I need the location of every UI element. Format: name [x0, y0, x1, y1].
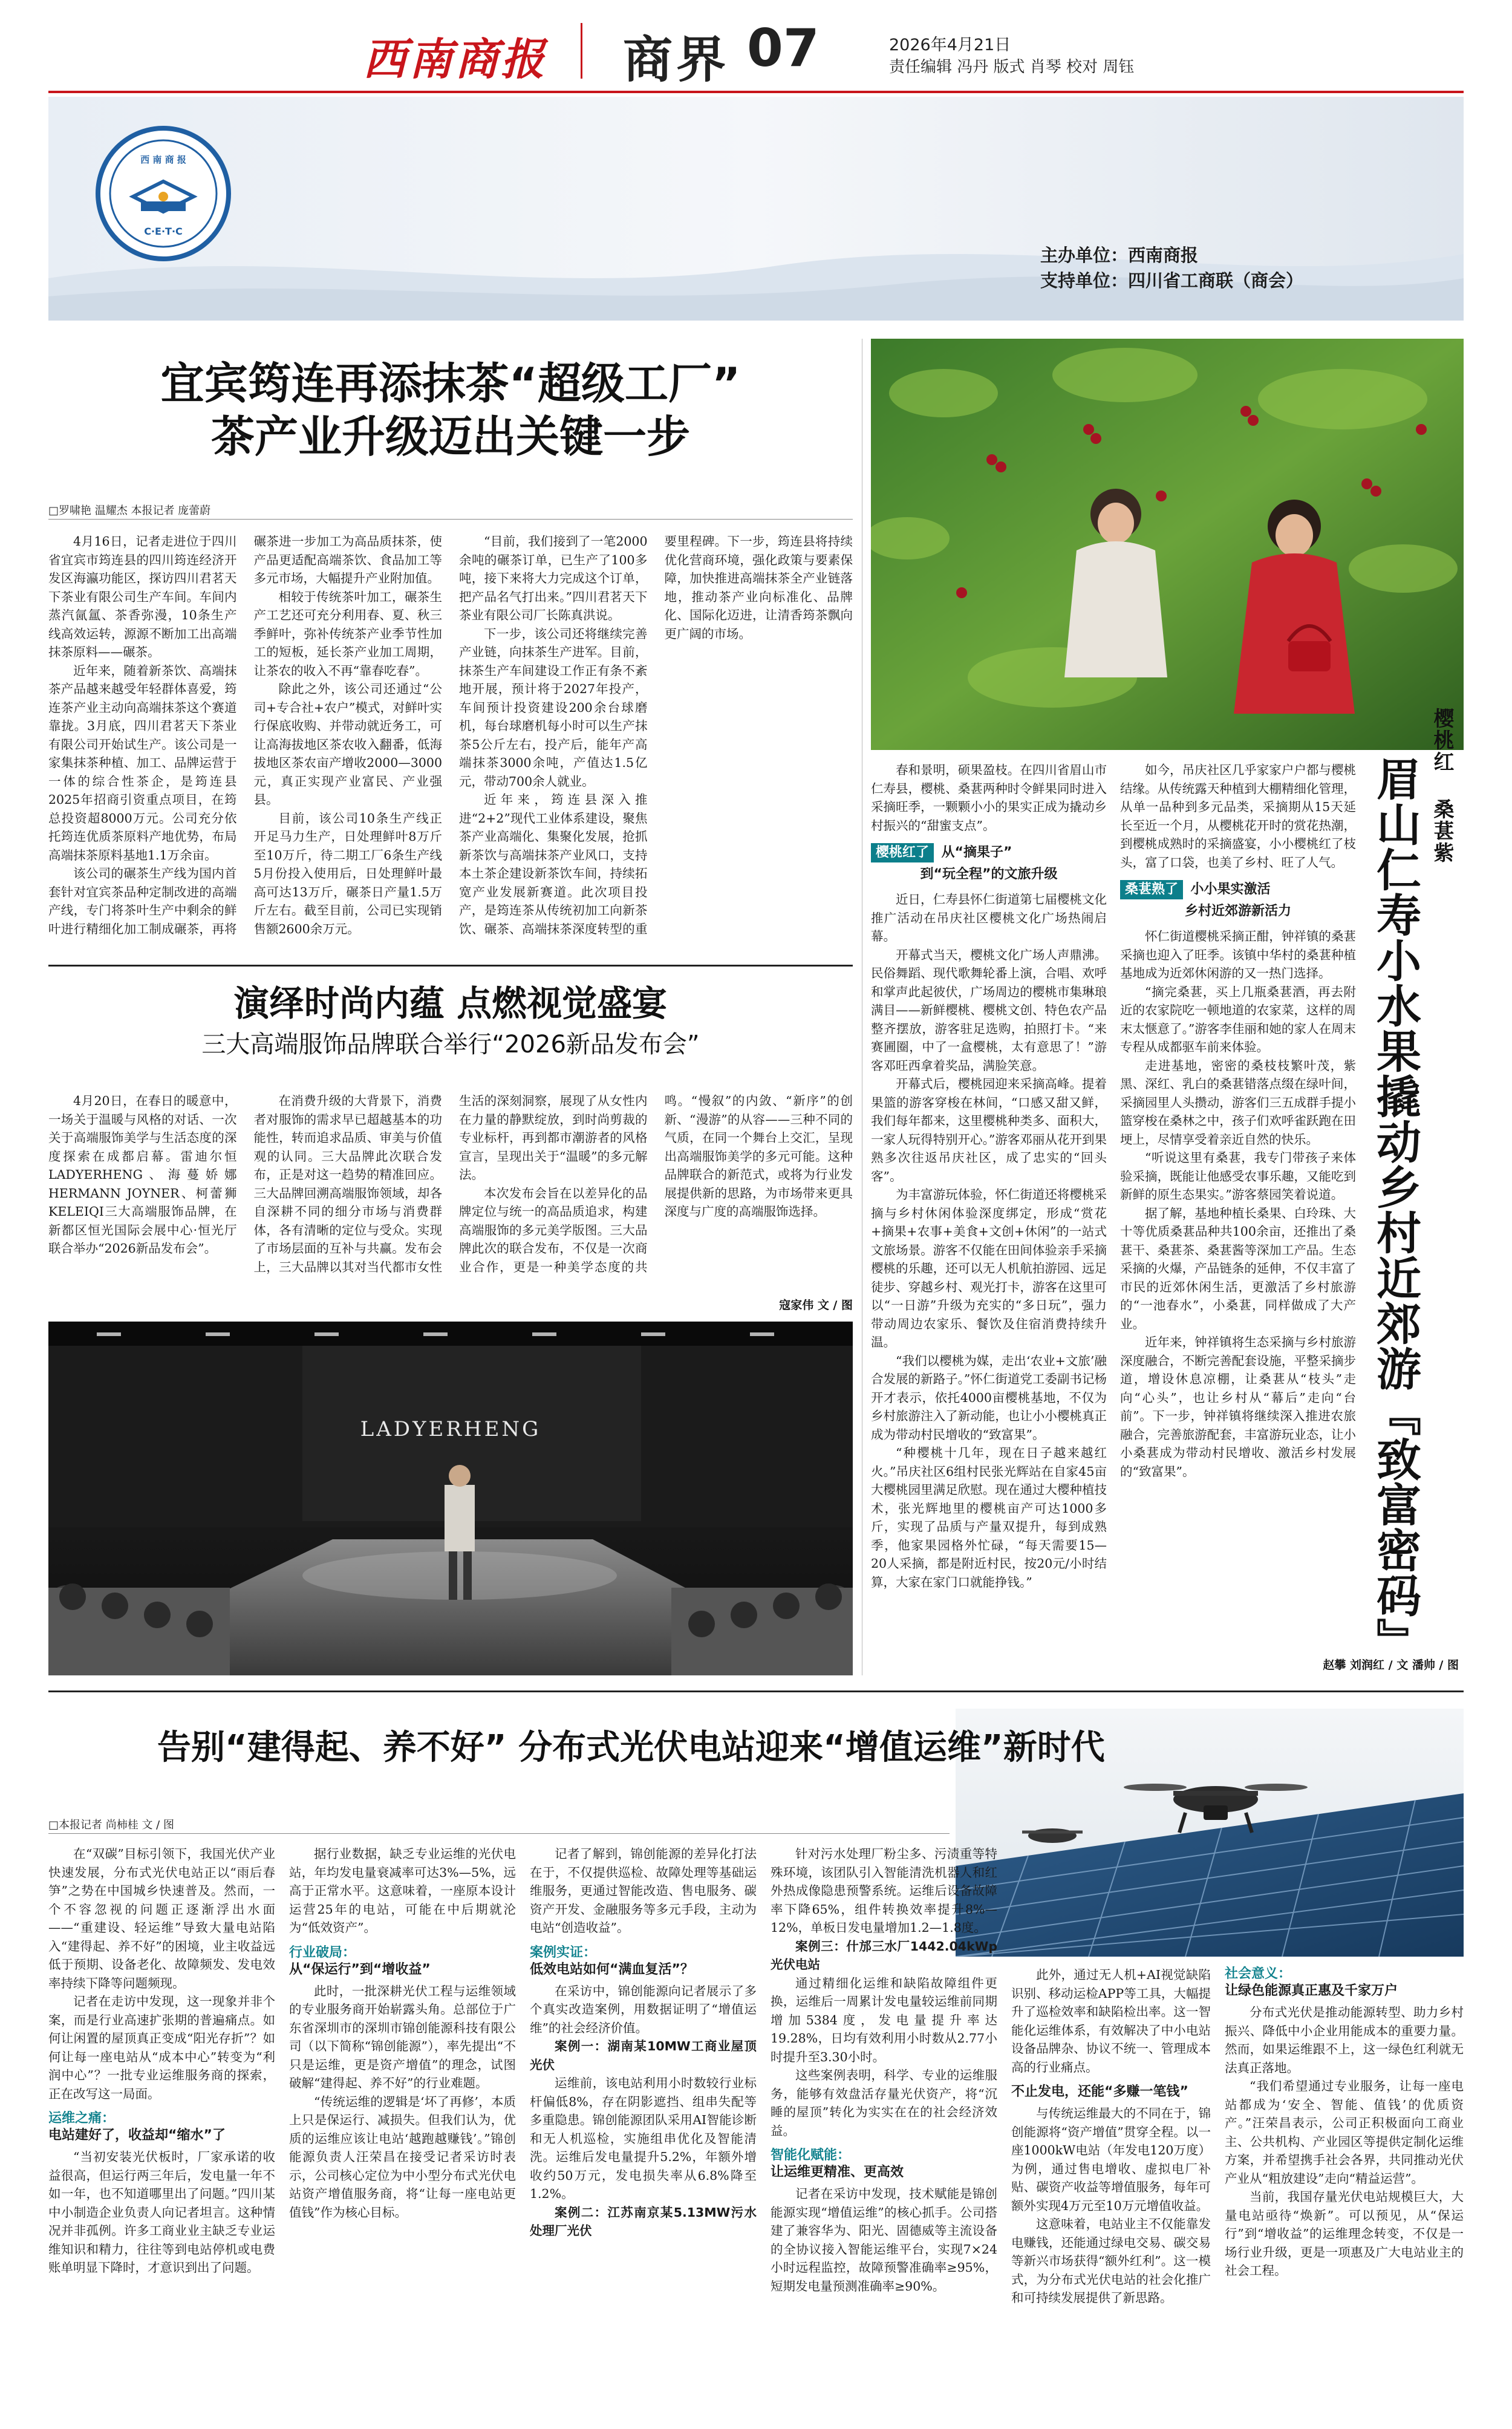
tea-paragraph: 目前，该公司10条生产线正开足马力生产，日处理鲜叶8万斤至10万斤，待二期工厂6条生产线5月份投入使用后，日处理鲜叶最高可达13万斤，碾茶日产量1.5万斤左右。截至目前，公司已实现销售额2600余万元。 — [253, 810, 442, 936]
fruit-paragraph: 为丰富游玩体验，怀仁街道还将樱桃采摘与乡村休闲体验深度绑定，形成“赏花+摘果+农事+美食+文创+休闲”的一站式文旅场景。游客不仅能在田间体验亲手采摘樱桃的乐趣，还可以无人机航拍游园、远足徒步、穿越乡村、观光打卡，游客在这里可以“一日游”升级为充实的“多日玩”，强力带动周边农家乐、餐饮及住宿消费持续升温。 — [871, 1187, 1107, 1349]
cherry-section-title-2: 到“玩全程”的文旅升级 — [920, 867, 1058, 882]
runway-brand-text: LADYERHENG — [360, 1417, 541, 1441]
tea-paragraph: 4月16日，记者走进位于四川省宜宾市筠连县的四川筠连经济开发区海瀛功能区，探访四川君茗天下茶业有限公司生产车间。车间内蒸汽氤氲、茶香弥漫，10条生产线高效运转，源源不断加工出高端抹茶原料——碾茶。 — [48, 534, 237, 659]
solar-sec3-title: 低效电站如何“满血复活”？ — [530, 1961, 694, 1977]
solar-sec3-tag: 案例实证： — [530, 1945, 597, 1960]
fruit-paragraph: “摘完桑葚，买上几瓶桑葚酒，再去附近的农家院吃一顿地道的农家菜，这样的周末太惬意了。”游客李佳丽和她的家人在周末专程从成都驱车前来体验。 — [1120, 984, 1356, 1054]
solar-byline-rule — [48, 1833, 950, 1834]
solar-sec2-title: 从“保运行”到“增收益” — [289, 1961, 431, 1977]
tea-byline: □罗啸艳 温耀杰 本报记者 庞蕾蔚 — [48, 504, 211, 517]
fruit-article — [871, 339, 1464, 1675]
solar-top-rule — [48, 1691, 1464, 1692]
solar-case1-title: 案例一：湖南某10MW工商业屋顶光伏 — [530, 2039, 757, 2072]
fruit-paragraph: 据了解，基地种植长桑果、白玲珠、大十等优质桑葚品种共100余亩，还推出了桑葚干、桑葚茶、桑葚酱等深加工产品。生态采摘的火爆，产品链条的延伸，不仅丰富了市民的近郊休闲生活，更激活了乡村旅游的“一池春水”，小桑葚，同样做成了大产业。 — [1120, 1205, 1356, 1331]
mulberry-section-title-2: 乡村近郊游新活力 — [1184, 904, 1291, 919]
sponsor-host: 主办单位：西南商报 — [1040, 245, 1199, 266]
fruit-paragraph: 怀仁街道樱桃采摘正酣，钟祥镇的桑葚采摘也迎入了旺季。该镇中华村的桑葚种植基地成为近郊休闲游的又一热门选择。 — [1120, 929, 1356, 980]
fashion-paragraph: 本次发布会旨在以差异化的品牌定位与统一的高品质追求，构建高端服饰的多元美学版图。三大品牌此次的联合发布，不仅是一次商业合作，更是一种美学态度的共鸣。“慢叙”的内敛、“新序”的创新、“漫游”的从容——三种不同的气质，在同一个舞台上交汇，呈现出高端服饰美学的多元可能。这种品牌联合的新范式，或将为行业发展提供新的思路，为市场带来更具深度与广度的高端服饰选择。 — [459, 1094, 853, 1274]
solar-col-2 — [289, 1845, 516, 2416]
tea-paragraph: 相较于传统茶叶加工，碾茶生产工艺还可充分利用春、夏、秋三季鲜叶，弥补传统茶产业季节性加工的短板，延长茶产业加工周期，让茶农的收入不再“靠春吃春”。 — [253, 589, 442, 678]
solar-sec1-title: 电站建好了，收益却“缩水”了 — [48, 2128, 226, 2143]
solar-sec4-tag: 智能化赋能： — [771, 2148, 851, 2163]
tea-paragraph: 近年来，随着新茶饮、高端抹茶产品越来越受年轻群体喜爱，筠连茶产业主动向高端抹茶这个赛道靠拢。3月底，四川君茗天下茶业有限公司开始试生产。该公司是一家集抹茶种植、加工、品牌运营于一体的综合性茶企，是筠连县2025年招商引资重点项目，在筠总投资超8000万元。公司充分依托筠连优质茶原料产地优势，布局高端抹茶原料基地1.1万余亩。 — [48, 663, 237, 862]
solar-paragraph: 记者了解到，锦创能源的差异化打法在于，不仅提供巡检、故障处理等基础运维服务，更通过智能改造、售电服务、碳资产开发、金融服务等多元手段，主动为电站“创造收益”。 — [530, 1847, 757, 1935]
fruit-vertical-small-1: 樱桃红 — [1430, 708, 1454, 773]
solar-case3-title: 案例三：什邡三水厂1442.04kWp光伏电站 — [771, 1938, 997, 1972]
tea-body — [48, 532, 853, 950]
solar-sec4-title: 让运维更精准、更高效 — [771, 2165, 904, 2180]
cherry-picking-photo — [871, 339, 1464, 750]
cetc-logo — [94, 124, 233, 263]
solar-col-5 — [1011, 1966, 1211, 2416]
mulberry-section-tag: 桑葚熟了 — [1120, 880, 1183, 899]
fruit-col-2 — [1120, 761, 1356, 1650]
solar-sec6-title: 让绿色能源真正惠及千家万户 — [1225, 1983, 1398, 1998]
fruit-vertical-small-2: 桑葚紫 — [1430, 798, 1454, 864]
solar-paragraph: 当前，我国存量光伏电站规模巨大，大量电站亟待“焕新”。可以预见，从“保运行”到“增收益”的运维理念转变，不仅是一场行业升级，更是一项惠及广大电站业主的社会工程。 — [1225, 2189, 1464, 2278]
solar-article — [48, 1697, 1464, 2416]
solar-paragraph: 此时，一批深耕光伏工程与运维领域的专业服务商开始崭露头角。总部位于广东省深圳市的深圳市锦创能源科技有限公司（以下简称“锦创能源”），率先提出“不只是运维，更是资产增值”的理念，试图破解“建得起、养不好”的行业难题。 — [289, 1983, 516, 2090]
sponsor-band — [48, 97, 1464, 321]
masthead-section: 商界 — [623, 31, 730, 89]
fruit-paragraph: 近年来，钟祥镇将生态采摘与乡村旅游深度融合，不断完善配套设施，平整采摘步道，增设休息凉棚，让桑葚从“枝头”走向“心头”，也让乡村从“幕后”走向“台前”。下一步，钟祥镇将继续深入推进农旅融合，完善旅游配套，丰富游玩业态，让小小桑葚成为带动村民增收、激活乡村发展的“致富果”。 — [1120, 1335, 1356, 1479]
fruit-paragraph: “种樱桃十几年，现在日子越来越红火。”吊庆社区6组村民张光辉站在自家45亩大樱桃园里满足欣慰。现在通过大樱种植技术，张光辉地里的樱桃亩产可达1000多斤，实现了品质与产量双提升，每到成熟季，他家果园格外忙碌，“每天需要15—20人采摘，都是附近村民，按20元/小时结算，大家在家门口就能挣钱。” — [871, 1446, 1107, 1589]
solar-paragraph: 此外，通过无人机+AI视觉缺陷识别、移动运检APP等工具，大幅提升了巡检效率和缺陷检出率。这一智能化运维体系，有效解决了中小电站设备品牌杂、协议不统一、管理成本高的行业痛点。 — [1011, 1968, 1211, 2075]
cherry-section-tag: 樱桃红了 — [871, 843, 934, 862]
solar-sec1-tag: 运维之痛： — [48, 2111, 116, 2126]
fashion-paragraph: 在消费升级的大背景下，消费者对服饰的需求早已超越基本的功能性，转而追求品质、审美与价值观的认同。三大品牌此次联合发布，正是对这一趋势的精准回应。三大品牌回溯高端服饰领域，却各自深耕不同的细分市场与消费群体，各有清晰的定位与受众。实现了市场层面的互补与共赢。发布会上，三大品牌以其对当代都市女性生活的深刻洞察，展现了从女性内在力量的静默绽放，到时尚剪裁的专业标杆，再到都市潮游者的风格宣言，呈现出关于“温暖”的多元解法。 — [253, 1094, 648, 1274]
fruit-paragraph: “我们以樱桃为媒，走出‘农业+文旅’融合发展的新路子。”怀仁街道党工委副书记杨开才表示，依托4000亩樱桃基地，不仅为乡村旅游注入了新动能，也让小小樱桃真正成为带动村民增收的“致富果”。 — [871, 1353, 1107, 1442]
solar-case2-title: 案例二：江苏南京某5.13MW污水处理厂光伏 — [530, 2205, 757, 2238]
solar-paragraph: “传统运维的逻辑是‘坏了再修’，本质上只是保运行、减损失。但我们认为，优质的运维应该让电站‘越跑越赚钱’。”锦创能源负责人汪荣昌在接受记者采访时表示，公司核心定位为中小型分布式光伏电站资产增值服务商，将“让每一座电站更值钱”作为核心目标。 — [289, 2094, 516, 2220]
masthead-paper-name: 西南商报 — [363, 33, 547, 85]
masthead-date: 2026年4月21日 — [889, 36, 1011, 54]
solar-paragraph: 在“双碳”目标引领下，我国光伏产业快速发展，分布式光伏电站正以“雨后春笋”之势在中国城乡快速普及。然而，一个不容忽视的问题正逐渐浮出水面——“重建设、轻运维”导致大量电站陷入“建得起、养不好”的困境，业主收益远低于预期、设备老化、故障频发、发电效率持续下降等问题频现。 — [48, 1847, 275, 1990]
solar-paragraph: 据行业数据，缺乏专业运维的光伏电站，年均发电量衰减率可达3%—5%，远高于正常水平。这意味着，一座原本设计运营25年的电站，可能在中后期就沦为“低效资产”。 — [289, 1847, 516, 1935]
tea-paragraph: 除此之外，该公司还通过“公司+专合社+农户”模式，对鲜叶实行保底收购、并带动就近务工，可让高海拔地区茶农收入翻番，低海拔地区茶农亩产增收2000—3000元，真正实现产业富民、产业强县。 — [253, 682, 442, 807]
fruit-paragraph: 走进基地，密密的桑枝枝繁叶茂，紫黑、深红、乳白的桑葚错落点缀在绿叶间，采摘园里人头攒动，游客们三五成群手提小篮穿梭在桑林之中，孩子们欢呼雀跃跑在田埂上，尽情享受着亲近自然的快乐。 — [1120, 1058, 1356, 1147]
fashion-subheadline: 三大高端服饰品牌联合举行“2026新品发布会” — [201, 1031, 700, 1058]
sponsor-support: 支持单位：四川省工商联（商会） — [1040, 270, 1304, 291]
solar-paragraph: 这些案例表明，科学、专业的运维服务，能够有效盘活存量光伏资产，将“沉睡的屋顶”转化为实实在在的社会经济效益。 — [771, 2068, 997, 2138]
solar-sec5-title: 不止发电，还能“多赚一笔钱” — [1011, 2084, 1188, 2099]
masthead-editors: 责任编辑 冯丹 版式 肖琴 校对 周钰 — [889, 58, 1135, 76]
solar-paragraph: 这意味着，电站业主不仅能靠发电赚钱，还能通过绿电交易、碳交易等新兴市场获得“额外红利”。这一模式，为分布式光伏电站的社会化推广和可持续发展提供了新思路。 — [1011, 2217, 1211, 2305]
mulberry-section-title-1: 小小果实激活 — [1190, 882, 1271, 897]
fruit-paragraph: 春和景明，硕果盈枝。在四川省眉山市仁寿县，樱桃、桑葚两种时令鲜果同时进入采摘旺季，一颗颗小小的果实正成为撬动乡村振兴的“甜蜜支点”。 — [871, 763, 1107, 833]
solar-paragraph: 在采访中，锦创能源向记者展示了多个真实改造案例，用数据证明了“增值运维”的社会经济价值。 — [530, 1983, 757, 2035]
solar-headline: 告别“建得起、养不好” 分布式光伏电站迎来“增值运维”新时代 — [157, 1728, 1105, 1767]
tea-headline-line2: 茶产业升级迈出关键一步 — [210, 411, 690, 462]
fruit-credit: 赵攀 刘润红 / 文 潘帅 / 图 — [1323, 1658, 1459, 1672]
runway-photo — [48, 1322, 853, 1675]
solar-col-4 — [771, 1845, 997, 2416]
fruit-paragraph: 开幕式后，樱桃园迎来采摘高峰。提着果篮的游客穿梭在林间，“口感又甜又鲜，我们每年都来，这里樱桃种类多、面积大，一家人玩得特别开心。”游客邓丽从花开到果熟多次往返吊庆社区，成了忠实的“回头客”。 — [871, 1077, 1107, 1184]
cherry-section-title-1: 从“摘果子” — [941, 845, 1012, 860]
fruit-vertical-headline: 眉山仁寿小水果撬动乡村近郊游『致富密码』 — [1369, 756, 1421, 1663]
fruit-paragraph: “听说这里有桑葚，我专门带孩子来体验采摘，既能让他感受农事乐趣，又能吃到新鲜的原生态果实。”游客蔡园笑着说道。 — [1120, 1150, 1356, 1202]
solar-col-6 — [1225, 1966, 1464, 2416]
solar-sec2-tag: 行业破局： — [289, 1945, 356, 1960]
fashion-paragraph: 4月20日，在春日的暖意中，一场关于温暖与风格的对话、一次关于高端服饰美学与生活态度的深度探索在成都启幕。雷迪尔恒LADYERHENG、海蔓娇娜HERMANN JOYNER、柯蕾狮KELEIQI三大高端服饰品牌，在新都区恒光国际会展中心·恒光厅联合举办“2026新品发布会”。 — [48, 1094, 237, 1256]
solar-paragraph: 运维前，该电站利用小时数较行业标杆偏低8%，存在阴影遮挡、组串失配等多重隐患。锦创能源团队采用AI智能诊断和无人机巡检，实施组串优化及智能清洗。运维后发电量提升5.2%，年额外增收约50万元，发电损失率从6.8%降至1.2%。 — [530, 2076, 757, 2201]
fruit-col-1 — [871, 761, 1107, 1662]
solar-paragraph: 记者在采访中发现，技术赋能是锦创能源实现“增值运维”的核心抓手。公司搭建了兼容华为、阳光、固德威等主流设备的全协议接入智能运维平台，实现7×24小时远程监控，故障预警准确率≥95%，短期发电量预测准确率≥90%。 — [771, 2186, 997, 2294]
tea-paragraph: 近年来，筠连县深入推进“2+2”现代工业体系建设，聚焦茶产业高端化、集聚化发展，抢抓新茶饮与高端抹茶产业风口，支持本土茶企建设新茶饮车间，持续拓宽产业发展新赛道。此次项目投产，是筠连茶从传统初加工向新茶饮、碾茶、高端抹茶深度转型的重要里程碑。下一步，筠连县将持续优化营商环境，强化政策与要素保障，加快推进高端抹茶全产业链落地，推动茶产业向标准化、品牌化、国际化迈进，让清香筠茶飘向更广阔的市场。 — [459, 534, 853, 936]
solar-paragraph: “我们希望通过专业服务，让每一座电站都成为‘安全、智能、值钱’的优质资产。”汪荣昌表示，公司正积极面向工商业主、公共机构、产业园区等提供定制化运维方案，并希望携手社会各界，共同推动光伏产业从“粗放建设”走向“精益运营”。 — [1225, 2079, 1464, 2186]
fashion-headline: 演绎时尚内蕴 点燃视觉盛宴 — [233, 983, 668, 1024]
solar-col-1 — [48, 1845, 275, 2416]
fruit-paragraph: 如今，吊庆社区几乎家家户户都与樱桃结缘。从传统露天种植到大棚精细化管理，从单一品种到多元品类，采摘期从15天延长至近一个月，从樱桃花开时的赏花热潮，到樱桃成熟时的采摘盛宴，小小樱桃红了枝头，富了口袋，也美了乡村、旺了人气。 — [1120, 763, 1356, 870]
solar-paragraph: “当初安装光伏板时，厂家承诺的收益很高，但运行两三年后，发电量一年不如一年，也不知道哪里出了问题。”四川某中小制造企业负责人向记者坦言。这种情况并非孤例。许多工商业业主缺乏专业运维知识和精力，往往等到电站停机或电费账单明显下降时，才意识到出了问题。 — [48, 2150, 275, 2275]
tea-headline-line1: 宜宾筠连再添抹茶“超级工厂” — [160, 358, 741, 409]
solar-paragraph: 分布式光伏是推动能源转型、助力乡村振兴、降低中小企业用能成本的重要力量。然而，如果运维跟不上，这一绿色红利就无法真正落地。 — [1225, 2005, 1464, 2075]
tea-paragraph: 下一步，该公司还将继续完善产业链，向抹茶生产进军。目前，抹茶生产车间建设工作正有条不紊地开展，预计将于2027年投产，车间预计投资建设200余台球磨机，每台球磨机每小时可以生产抹茶5公斤左右，投产后，能年产高端抹茶3000余吨，产值达1.5亿元，带动700余人就业。 — [459, 626, 648, 789]
fashion-top-rule — [48, 965, 853, 967]
solar-col-3 — [530, 1845, 757, 2416]
tea-paragraph: 该公司的碾茶生产线为国内首套针对宜宾茶品种定制改进的高端产线，专门将茶叶生产中剩余的鲜叶进行精细化加工制成碾茶，再将碾茶进一步加工为高品质抹茶，使产品更适配高端茶饮、食品加工等多元市场，大幅提升产业附加值。 — [48, 534, 442, 936]
logo-ring-text: 西 南 商 报 — [140, 154, 186, 165]
tea-article — [48, 339, 853, 950]
logo-letters: C·E·T·C — [144, 226, 183, 237]
solar-paragraph: 通过精细化运维和缺陷故障组件更换，运维后一周累计发电量较运维前同期增加5384度，发电量提升率达19.28%，日均有效利用小时数从2.77小时提升至3.30小时。 — [771, 1975, 997, 2064]
solar-sec6-tag: 社会意义： — [1225, 1966, 1292, 1981]
masthead-page-number: 07 — [747, 18, 820, 79]
fashion-article — [48, 965, 853, 1678]
masthead-divider — [581, 23, 582, 79]
fruit-paragraph: 近日，仁寿县怀仁街道第七届樱桃文化推广活动在吊庆社区樱桃文化广场热闹启幕。 — [871, 892, 1107, 944]
masthead-rule — [48, 91, 1464, 93]
fashion-credit: 寇家伟 文 / 图 — [779, 1299, 853, 1312]
solar-paragraph: 记者在走访中发现，这一现象并非个案，而是行业高速扩张期的普遍痛点。如何让闲置的屋顶真正变成“阳光存折”？如何让每一座电站从“成本中心”转变为“利润中心”？一批专业运维服务商的探索，正在改写这一局面。 — [48, 1994, 275, 2101]
solar-byline: □本报记者 尚柿桂 文 / 图 — [48, 1819, 174, 1831]
tea-paragraph: “目前，我们接到了一笔2000余吨的碾茶订单，已生产了100多吨，接下来将大力完成这个订单，把产品名气打出来。”四川君茗天下茶业有限公司厂长陈真洪说。 — [459, 534, 648, 622]
solar-paragraph: 与传统运维最大的不同在于，锦创能源将“资产增值”贯穿全程。以一座1000kW电站（年发电120万度）为例，通过售电增收、虚拟电厂补贴、碳资产收益等增值服务，每年可额外实现4万元至10万元增值收益。 — [1011, 2106, 1211, 2213]
fashion-body — [48, 1092, 853, 1291]
fruit-paragraph: 开幕式当天，樱桃文化广场人声鼎沸。民俗舞蹈、现代歌舞轮番上演，合唱、欢呼和掌声此起彼伏，广场周边的樱桃市集琳琅满目——新鲜樱桃、樱桃文创、特色农产品整齐摆放，游客驻足选购，拍照打卡。“来赛圃圈，中了一盒樱桃，太有意思了！”游客邓旺西拿着奖品，满脸笑意。 — [871, 947, 1107, 1073]
solar-paragraph: 针对污水处理厂粉尘多、污渍重等特殊环境，该团队引入智能清洗机器人和红外热成像隐患预警系统。运维后设备故障率下降65%，组件转换效率提升8%—12%，单板日发电量增加1.2—1.8度。 — [771, 1847, 997, 1935]
tea-byline-rule — [48, 519, 853, 520]
